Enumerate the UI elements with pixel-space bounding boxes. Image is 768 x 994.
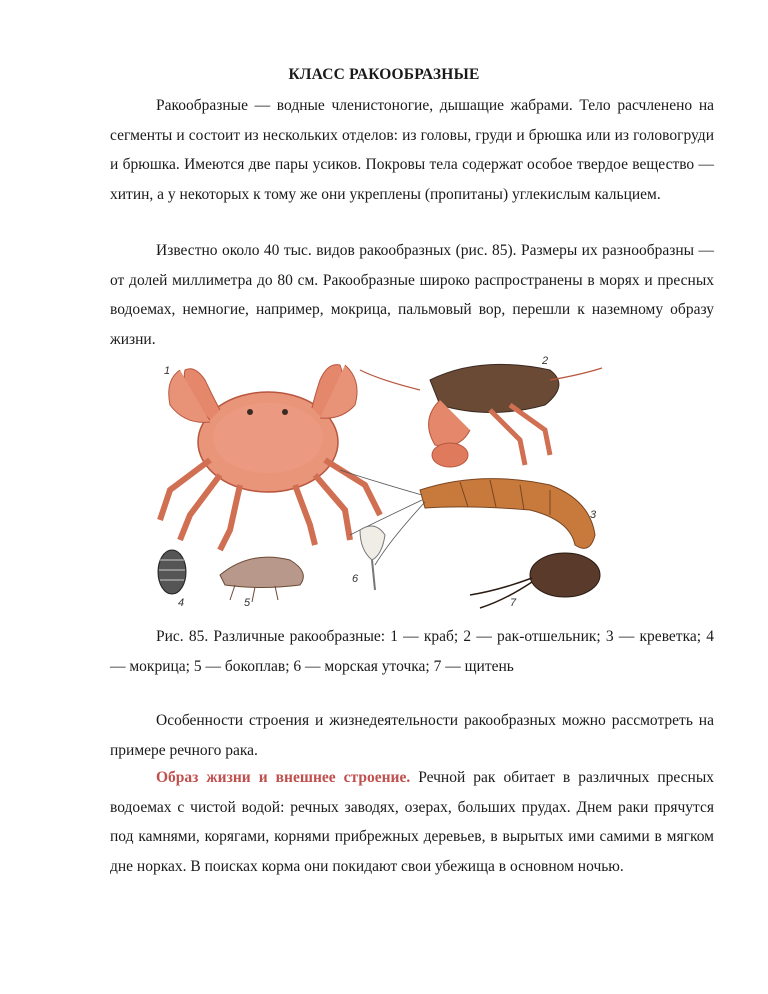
label-3: 3 [590, 509, 597, 521]
crab-drawing [160, 365, 380, 550]
paragraph-species: Известно около 40 тыс. видов ракообразных (рис. 85). Размеры их разнообразны — от долей миллиметра до 80 см. Ракообразные широко распространены в морях и пресных водоемах, немногие, например, мокрица, пальмовый вор, перешли к наземному образу жизни. [110, 242, 714, 348]
paragraph-lifestyle [110, 763, 714, 881]
barnacle-drawing [360, 526, 385, 590]
tadpole-shrimp-drawing [470, 553, 600, 608]
paragraph-lifestyle-text: Речной рак обитает в различных пресных водоемах с чистой водой: речных заводях, озерах, больших прудах. Днем раки прячутся под камнями, корягами, корнями прибрежных деревьев, в вырытых ими самими в мягком дне норках. В поисках корма они покидают свои убежища в основном ночью. [110, 769, 714, 875]
crustaceans-figure [150, 350, 610, 612]
label-4: 4 [178, 597, 185, 609]
amphipod-drawing [220, 557, 303, 602]
woodlouse-drawing [158, 550, 186, 594]
label-2: 2 [542, 355, 549, 367]
paragraph-features: Особенности строения и жизнедеятельности ракообразных можно рассмотреть на примере речного рака. [110, 712, 714, 759]
label-6: 6 [352, 573, 359, 585]
section-heading: Образ жизни и внешнее строение. [156, 769, 411, 786]
hermit-crab-drawing [360, 364, 602, 467]
label-7: 7 [510, 597, 517, 609]
paragraph-intro: Ракообразные — водные членистоногие, дышащие жабрами. Тело расчленено на сегменты и состоит из нескольких отделов: из головы, груди и брюшка или из головогруди и брюшка. Имеются две пары усиков. Покровы тела содержат особое твердое вещество — хитин, а у некоторых к тому же они укреплены (пропитаны) углекислым кальцием. [110, 97, 714, 203]
crustaceans-illustration [150, 350, 610, 612]
label-1: 1 [164, 365, 171, 377]
figure-caption: Рис. 85. Различные ракообразные: 1 — краб; 2 — рак-отшельник; 3 — креветка; 4 — мокрица; 5 — бокоплав; 6 — морская уточка; 7 — щитень [110, 628, 714, 675]
label-5: 5 [244, 597, 251, 609]
page-title: КЛАСС РАКООБРАЗНЫЕ [288, 66, 480, 83]
